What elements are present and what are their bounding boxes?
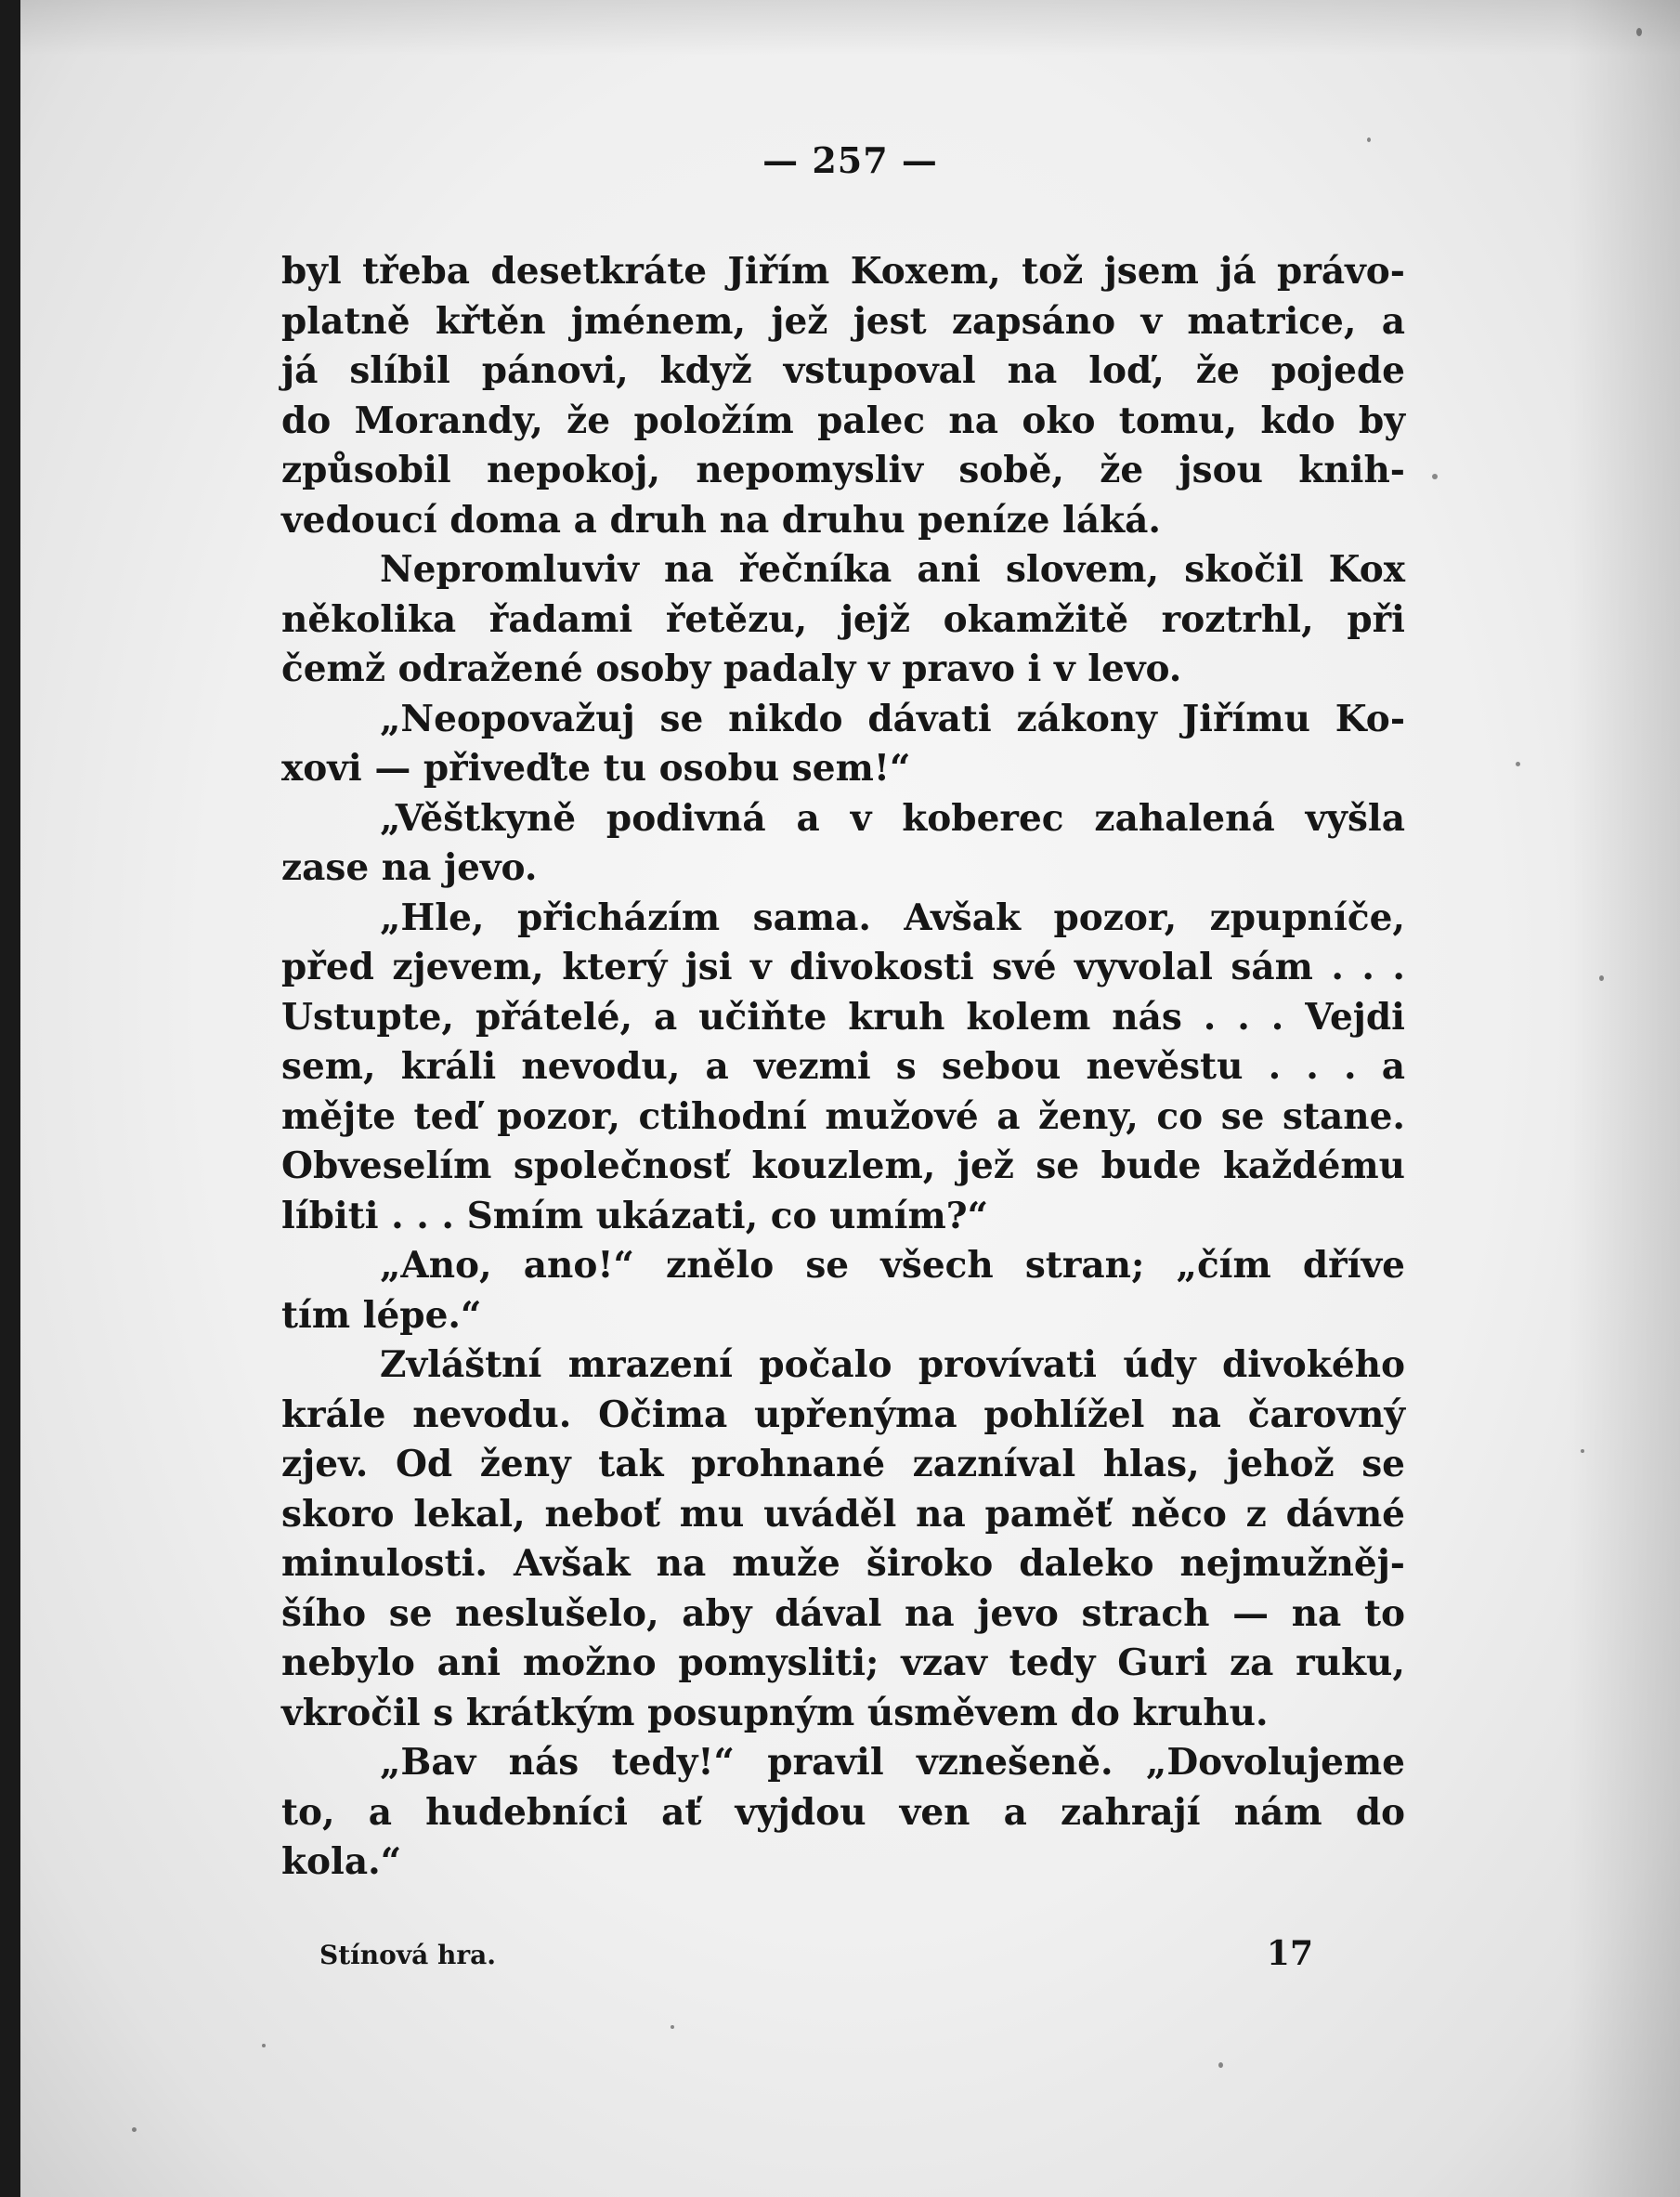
text-line: platně křtěn jménem, jež jest zapsáno v matrice, a (281, 299, 1405, 343)
text-line: mějte teď pozor, ctihodní mužové a ženy, co se stane. (281, 1094, 1405, 1138)
text-line: Obveselím společnosť kouzlem, jež se bude každému (281, 1144, 1405, 1187)
page-shadow-right (1569, 0, 1680, 2197)
scan-left-border (0, 0, 20, 2197)
scan-speck (1367, 137, 1371, 142)
text-line: „Ano, ano!“ znělo se všech stran; „čím dříve (380, 1244, 1405, 1287)
text-line: „Neopovažuj se nikdo dávati zákony Jiřímu Ko- (380, 697, 1405, 740)
scan-speck (262, 2044, 266, 2047)
text-line: to, a hudebníci ať vyjdou ven a zahrají nám do (281, 1790, 1405, 1834)
text-line: já slíbil pánovi, když vstupoval na loď, že pojede (281, 349, 1405, 392)
page-number: — 257 — (762, 139, 938, 181)
scan-speck (1218, 2062, 1223, 2068)
text-line: do Morandy, že položím palec na oko tomu, kdo by (281, 399, 1405, 442)
text-line: způsobil nepokoj, nepomysliv sobě, že jsou knih- (281, 449, 1405, 491)
text-line: nebylo ani možno pomysliti; vzav tedy Guri za ruku, (281, 1641, 1405, 1684)
text-line: vedoucí doma a druh na druhu peníze láká. (281, 498, 1162, 542)
text-line: xovi — přiveďte tu osobu sem!“ (281, 747, 911, 790)
text-line: byl třeba desetkráte Jiřím Koxem, tož jsem já právo- (281, 250, 1405, 293)
text-line: skoro lekal, neboť mu uváděl na paměť něco z dávné (281, 1492, 1405, 1536)
text-line: kola.“ (281, 1840, 402, 1883)
text-line: „Hle, přicházím sama. Avšak pozor, zpupníče, (380, 896, 1405, 939)
text-line: čemž odražené osoby padaly v pravo i v levo. (281, 647, 1182, 690)
footer-book-title: Stínová hra. (319, 1940, 496, 1970)
text-line: sem, králi nevodu, a vezmi s sebou nevěstu . . . a (281, 1045, 1405, 1088)
text-line: Zvláštní mrazení počalo provívati údy divokého (380, 1343, 1405, 1386)
text-line: minulosti. Avšak na muže široko daleko nejmužněj- (281, 1542, 1405, 1585)
text-line: tím lépe.“ (281, 1293, 482, 1337)
text-line: Ustupte, přátelé, a učiňte kruh kolem nás . . . Vejdi (281, 995, 1405, 1039)
scan-speck (1516, 762, 1520, 766)
text-line: několika řadami řetězu, jejž okamžitě roztrhl, při (281, 597, 1405, 641)
scan-speck (1581, 1449, 1584, 1453)
text-line: vkročil s krátkým posupným úsměvem do kruhu. (281, 1691, 1269, 1734)
body-text (281, 247, 1405, 1888)
text-line: zjev. Od ženy tak prohnané zazníval hlas, jehož se (281, 1443, 1405, 1485)
text-line: zase na jevo. (281, 846, 538, 889)
scan-speck (671, 2025, 674, 2029)
text-line: „Věštkyně podivná a v koberec zahalená vyšla (380, 796, 1405, 840)
text-line: Nepromluviv na řečníka ani slovem, skočil Kox (380, 548, 1405, 591)
scan-speck (1432, 474, 1438, 479)
page-shadow-top (20, 0, 1680, 56)
scan-speck (132, 2127, 137, 2132)
text-line: „Bav nás tedy!“ pravil vznešeně. „Dovolujeme (380, 1741, 1405, 1784)
text-line: šího se neslušelo, aby dával na jevo strach — na to (281, 1591, 1405, 1635)
text-line: krále nevodu. Očima upřenýma pohlížel na čarovný (281, 1393, 1405, 1436)
text-line: před zjevem, který jsi v divokosti své vyvolal sám . . . (281, 946, 1405, 988)
text-line: líbiti . . . Smím ukázati, co umím?“ (281, 1194, 989, 1237)
scan-speck (1636, 28, 1642, 36)
scan-speck (1599, 975, 1604, 981)
footer-signature-mark: 17 (1266, 1934, 1313, 1973)
book-page (20, 0, 1680, 2197)
